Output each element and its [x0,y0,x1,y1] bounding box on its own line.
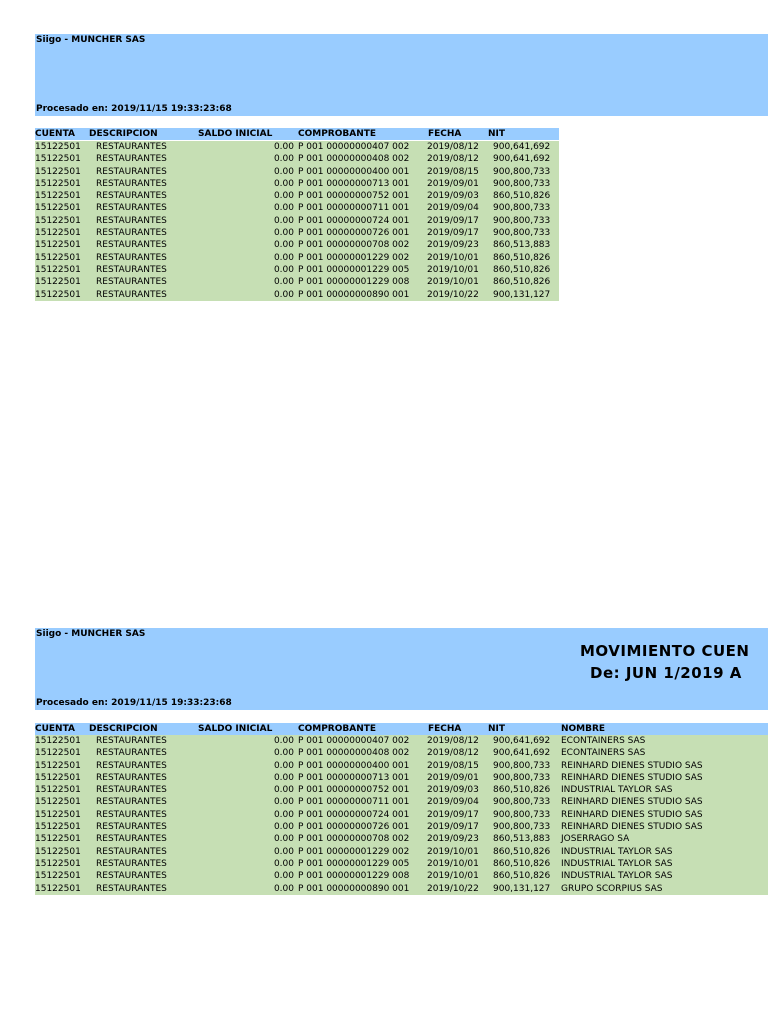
cell-cuenta: 15122501 [35,191,81,202]
table-row [35,796,768,808]
column-header-saldo-inicial: SALDO INICIAL [198,724,273,734]
report-title: MOVIMIENTO CUEN [580,642,750,660]
cell-comprobante: P 001 00000000407 002 [298,142,410,152]
cell-nit: 900,641,692 [493,748,551,759]
cell-cuenta: 15122501 [35,797,81,808]
cell-comprobante: P 001 00000000708 002 [298,834,410,845]
cell-comprobante: P 001 00000000724 001 [298,809,410,820]
table-row [35,227,559,239]
table-row [35,178,559,190]
cell-fecha: 2019/08/15 [427,166,479,177]
cell-saldo-inicial: 0.00 [273,289,294,300]
cell-cuenta: 15122501 [35,822,81,833]
cell-cuenta: 15122501 [35,785,81,796]
cell-nit: 860,510,826 [493,277,551,288]
cell-cuenta: 15122501 [35,228,81,239]
cell-saldo-inicial: 0.00 [273,191,294,202]
table-row [35,772,768,784]
cell-comprobante: P 001 00000000708 002 [298,240,410,251]
cell-descripcion: RESTAURANTES [96,748,167,759]
cell-saldo-inicial: 0.00 [273,785,294,796]
table-row [35,264,559,276]
cell-descripcion: RESTAURANTES [96,834,167,845]
report-date-range: De: JUN 1/2019 A [590,664,742,682]
cell-cuenta: 15122501 [35,289,81,300]
cell-saldo-inicial: 0.00 [273,178,294,189]
table-row [35,215,559,227]
table-row [35,166,559,178]
table-row [35,760,768,772]
cell-saldo-inicial: 0.00 [273,772,294,783]
cell-cuenta: 15122501 [35,154,81,165]
table-row [35,833,768,845]
table-body [35,141,559,301]
cell-comprobante: P 001 00000001229 002 [298,846,410,857]
cell-cuenta: 15122501 [35,264,81,275]
column-header-nit: NIT [488,724,506,734]
cell-nombre: INDUSTRIAL TAYLOR SAS [561,858,673,869]
table-body [35,735,768,895]
cell-comprobante: P 001 00000001229 008 [298,277,410,288]
processed-timestamp: Procesado en: 2019/11/15 19:33:23:68 [36,698,232,708]
cell-descripcion: RESTAURANTES [96,858,167,869]
cell-fecha: 2019/10/01 [427,846,479,857]
cell-nit: 860,510,826 [493,191,551,202]
cell-nit: 900,800,733 [493,797,551,808]
cell-saldo-inicial: 0.00 [273,858,294,869]
cell-nit: 860,513,883 [493,834,551,845]
column-header-comprobante: COMPROBANTE [298,129,377,139]
table-row [35,239,559,251]
cell-nit: 900,800,733 [493,772,551,783]
cell-nombre: REINHARD DIENES STUDIO SAS [561,809,703,820]
cell-fecha: 2019/09/01 [427,178,479,189]
cell-fecha: 2019/08/12 [427,142,479,152]
table-row [35,202,559,214]
cell-fecha: 2019/08/15 [427,760,479,771]
table-header [35,723,768,735]
cell-comprobante: P 001 00000000711 001 [298,203,410,214]
cell-nit: 900,800,733 [493,809,551,820]
cell-comprobante: P 001 00000000890 001 [298,883,410,894]
cell-descripcion: RESTAURANTES [96,846,167,857]
cell-nit: 900,131,127 [493,883,551,894]
cell-fecha: 2019/10/01 [427,858,479,869]
cell-nombre: INDUSTRIAL TAYLOR SAS [561,871,673,882]
processed-timestamp: Procesado en: 2019/11/15 19:33:23:68 [36,104,232,114]
cell-nit: 900,800,733 [493,228,551,239]
cell-comprobante: P 001 00000000724 001 [298,215,410,226]
cell-comprobante: P 001 00000001229 005 [298,858,410,869]
table-row [35,846,768,858]
cell-fecha: 2019/10/01 [427,264,479,275]
table-row [35,870,768,882]
cell-descripcion: RESTAURANTES [96,166,167,177]
cell-nit: 900,641,692 [493,142,551,152]
column-header-fecha: FECHA [428,724,462,734]
cell-comprobante: P 001 00000000713 001 [298,178,410,189]
cell-fecha: 2019/09/04 [427,797,479,808]
table-row [35,883,768,895]
cell-fecha: 2019/09/04 [427,203,479,214]
cell-fecha: 2019/10/01 [427,277,479,288]
cell-nit: 900,641,692 [493,154,551,165]
cell-comprobante: P 001 00000000890 001 [298,289,410,300]
cell-nombre: REINHARD DIENES STUDIO SAS [561,822,703,833]
cell-cuenta: 15122501 [35,883,81,894]
cell-nit: 860,513,883 [493,240,551,251]
cell-fecha: 2019/09/03 [427,191,479,202]
cell-nit: 900,800,733 [493,166,551,177]
cell-saldo-inicial: 0.00 [273,215,294,226]
cell-saldo-inicial: 0.00 [273,228,294,239]
cell-saldo-inicial: 0.00 [273,797,294,808]
table-row [35,809,768,821]
cell-comprobante: P 001 00000000726 001 [298,822,410,833]
cell-saldo-inicial: 0.00 [273,871,294,882]
column-header-nombre: NOMBRE [561,724,606,734]
cell-saldo-inicial: 0.00 [273,264,294,275]
cell-cuenta: 15122501 [35,809,81,820]
report-header-band [35,628,768,710]
cell-saldo-inicial: 0.00 [273,166,294,177]
cell-nit: 900,800,733 [493,215,551,226]
cell-comprobante: P 001 00000001229 008 [298,871,410,882]
table-header [35,128,559,140]
cell-saldo-inicial: 0.00 [273,252,294,263]
cell-saldo-inicial: 0.00 [273,203,294,214]
column-header-descripcion: DESCRIPCION [89,724,158,734]
table-row [35,747,768,759]
cell-saldo-inicial: 0.00 [273,142,294,152]
table-row [35,735,768,747]
cell-cuenta: 15122501 [35,748,81,759]
cell-fecha: 2019/10/01 [427,252,479,263]
cell-descripcion: RESTAURANTES [96,277,167,288]
cell-saldo-inicial: 0.00 [273,760,294,771]
table-row [35,190,559,202]
cell-nit: 900,800,733 [493,822,551,833]
cell-fecha: 2019/09/17 [427,215,479,226]
cell-descripcion: RESTAURANTES [96,760,167,771]
cell-comprobante: P 001 00000000408 002 [298,748,410,759]
cell-nombre: ECONTAINERS SAS [561,736,646,746]
cell-saldo-inicial: 0.00 [273,154,294,165]
cell-nombre: ECONTAINERS SAS [561,748,646,759]
cell-comprobante: P 001 00000000752 001 [298,785,410,796]
cell-comprobante: P 001 00000000408 002 [298,154,410,165]
cell-nit: 900,641,692 [493,736,551,746]
cell-nit: 860,510,826 [493,252,551,263]
cell-comprobante: P 001 00000000400 001 [298,760,410,771]
cell-fecha: 2019/10/01 [427,871,479,882]
column-header-comprobante: COMPROBANTE [298,724,377,734]
column-header-cuenta: CUENTA [35,724,75,734]
column-header-nit: NIT [488,129,506,139]
cell-descripcion: RESTAURANTES [96,264,167,275]
cell-comprobante: P 001 00000000713 001 [298,772,410,783]
cell-saldo-inicial: 0.00 [273,277,294,288]
company-name: Siigo - MUNCHER SAS [36,629,146,639]
cell-comprobante: P 001 00000000400 001 [298,166,410,177]
cell-nombre: GRUPO SCORPIUS SAS [561,883,663,894]
cell-descripcion: RESTAURANTES [96,822,167,833]
cell-nit: 900,131,127 [493,289,551,300]
cell-nombre: JOSERRAGO SA [561,834,630,845]
cell-fecha: 2019/08/12 [427,736,479,746]
cell-saldo-inicial: 0.00 [273,834,294,845]
table-row [35,821,768,833]
cell-fecha: 2019/09/23 [427,240,479,251]
company-name: Siigo - MUNCHER SAS [36,35,146,45]
cell-cuenta: 15122501 [35,772,81,783]
cell-descripcion: RESTAURANTES [96,252,167,263]
cell-nit: 860,510,826 [493,785,551,796]
cell-fecha: 2019/10/22 [427,883,479,894]
cell-nombre: REINHARD DIENES STUDIO SAS [561,772,703,783]
cell-cuenta: 15122501 [35,846,81,857]
cell-fecha: 2019/09/17 [427,809,479,820]
table-row [35,276,559,288]
cell-fecha: 2019/09/03 [427,785,479,796]
cell-saldo-inicial: 0.00 [273,846,294,857]
cell-comprobante: P 001 00000000752 001 [298,191,410,202]
cell-descripcion: RESTAURANTES [96,203,167,214]
cell-descripcion: RESTAURANTES [96,871,167,882]
cell-cuenta: 15122501 [35,760,81,771]
cell-descripcion: RESTAURANTES [96,785,167,796]
column-header-descripcion: DESCRIPCION [89,129,158,139]
cell-fecha: 2019/09/17 [427,228,479,239]
cell-saldo-inicial: 0.00 [273,240,294,251]
cell-nit: 900,800,733 [493,203,551,214]
cell-cuenta: 15122501 [35,871,81,882]
cell-descripcion: RESTAURANTES [96,154,167,165]
cell-cuenta: 15122501 [35,215,81,226]
cell-descripcion: RESTAURANTES [96,289,167,300]
cell-comprobante: P 001 00000000711 001 [298,797,410,808]
cell-cuenta: 15122501 [35,142,81,152]
column-header-cuenta: CUENTA [35,129,75,139]
table-row [35,252,559,264]
cell-saldo-inicial: 0.00 [273,748,294,759]
cell-fecha: 2019/09/23 [427,834,479,845]
cell-nombre: REINHARD DIENES STUDIO SAS [561,797,703,808]
cell-descripcion: RESTAURANTES [96,215,167,226]
cell-nombre: INDUSTRIAL TAYLOR SAS [561,785,673,796]
cell-cuenta: 15122501 [35,240,81,251]
cell-fecha: 2019/08/12 [427,154,479,165]
table-row [35,153,559,165]
cell-descripcion: RESTAURANTES [96,797,167,808]
cell-cuenta: 15122501 [35,203,81,214]
column-header-fecha: FECHA [428,129,462,139]
cell-cuenta: 15122501 [35,858,81,869]
table-row [35,289,559,301]
cell-descripcion: RESTAURANTES [96,178,167,189]
cell-nit: 860,510,826 [493,871,551,882]
cell-saldo-inicial: 0.00 [273,736,294,746]
cell-nit: 860,510,826 [493,846,551,857]
cell-cuenta: 15122501 [35,252,81,263]
cell-cuenta: 15122501 [35,277,81,288]
cell-descripcion: RESTAURANTES [96,809,167,820]
column-header-saldo-inicial: SALDO INICIAL [198,129,273,139]
cell-descripcion: RESTAURANTES [96,736,167,746]
cell-comprobante: P 001 00000001229 005 [298,264,410,275]
table-row [35,858,768,870]
cell-descripcion: RESTAURANTES [96,240,167,251]
cell-nombre: INDUSTRIAL TAYLOR SAS [561,846,673,857]
cell-nit: 900,800,733 [493,178,551,189]
cell-comprobante: P 001 00000001229 002 [298,252,410,263]
cell-descripcion: RESTAURANTES [96,191,167,202]
cell-nit: 860,510,826 [493,264,551,275]
cell-descripcion: RESTAURANTES [96,142,167,152]
cell-descripcion: RESTAURANTES [96,228,167,239]
cell-cuenta: 15122501 [35,834,81,845]
cell-descripcion: RESTAURANTES [96,883,167,894]
cell-cuenta: 15122501 [35,166,81,177]
cell-saldo-inicial: 0.00 [273,809,294,820]
cell-cuenta: 15122501 [35,178,81,189]
cell-fecha: 2019/09/17 [427,822,479,833]
cell-comprobante: P 001 00000000726 001 [298,228,410,239]
cell-descripcion: RESTAURANTES [96,772,167,783]
table-row [35,784,768,796]
cell-nit: 860,510,826 [493,858,551,869]
cell-saldo-inicial: 0.00 [273,822,294,833]
cell-fecha: 2019/09/01 [427,772,479,783]
cell-fecha: 2019/08/12 [427,748,479,759]
cell-nit: 900,800,733 [493,760,551,771]
cell-nombre: REINHARD DIENES STUDIO SAS [561,760,703,771]
cell-cuenta: 15122501 [35,736,81,746]
report-header-band [35,34,768,116]
cell-fecha: 2019/10/22 [427,289,479,300]
cell-saldo-inicial: 0.00 [273,883,294,894]
cell-comprobante: P 001 00000000407 002 [298,736,410,746]
table-row [35,141,559,153]
